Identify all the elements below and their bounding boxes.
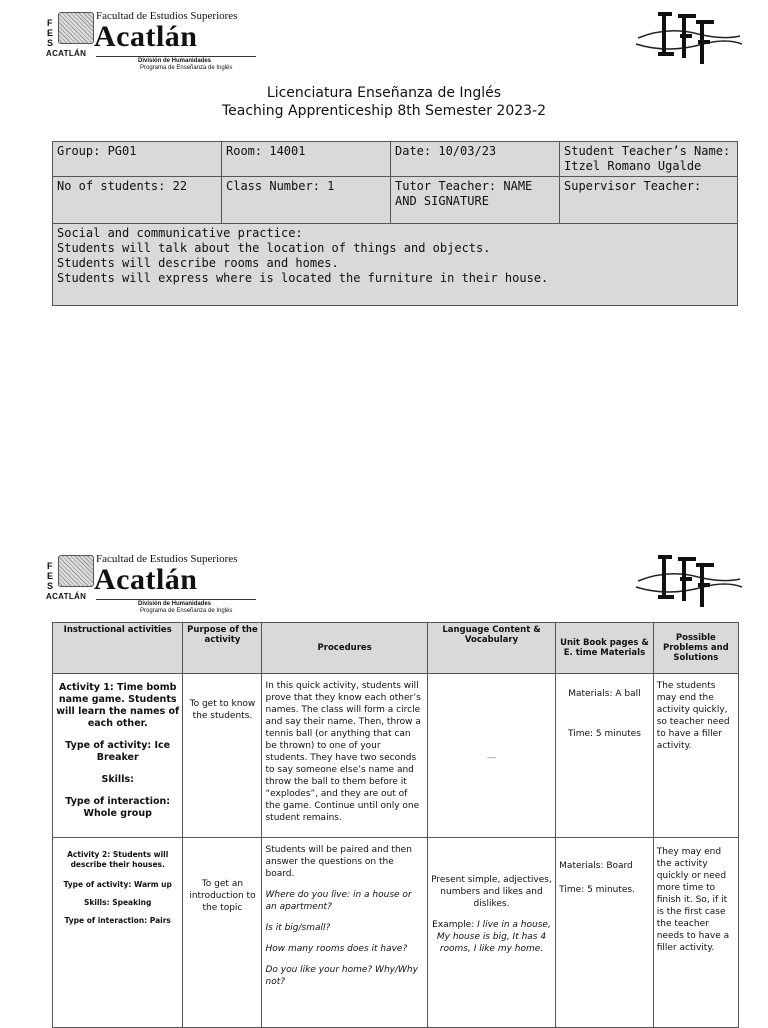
language-example [431,919,552,955]
group-cell: Group: PG01 [53,142,222,177]
activity-interaction: Type of interaction: Pairs [64,916,171,925]
language-text: Present simple, adjectives, numbers and likes and dislikes. [431,875,552,909]
language-cell [427,838,555,1028]
title-line-1: Licenciatura Enseñanza de Inglés [266,85,502,101]
table-header-row [53,623,739,674]
procedure-intro: Students will be paired and then answer the questions on the board. [265,845,412,879]
table-row [53,674,739,838]
procedure-cell [262,838,427,1028]
problems-cell: They may end the activity quickly or need more time to finish it. So, if it is the first case the teacher needs to have a filler activity. [653,838,738,1028]
header-problems: Possible Problems and Solutions [653,623,738,674]
purpose-cell: To get to know the students. [183,674,262,838]
question-3: How many rooms does it have? [265,944,408,954]
program-name: Programa de Enseñanza de Inglés [140,65,233,71]
seal-label: ACATLÁN [46,49,87,58]
page-header-2 [46,555,746,625]
materials-cell [556,838,654,1028]
activity-title: Activity 2: Students will describe their houses. [67,850,169,869]
supervisor-cell: Supervisor Teacher: [560,177,738,224]
tutor-cell: Tutor Teacher: NAME AND SIGNATURE [391,177,560,224]
activity-type: Type of activity: Ice Breaker [65,740,171,763]
header-instructional: Instructional activities [53,623,183,674]
activity-skills: Skills: [101,774,134,785]
lei-logo-icon [628,8,746,68]
materials-cell [556,674,654,838]
faculty-name: Acatlán [94,563,198,596]
question-1: Where do you live: in a house or an apartment? [265,890,412,912]
materials-text: Materials: Board [559,861,633,871]
activity-2-cell [53,838,183,1028]
room-cell: Room: 14001 [222,142,391,177]
student-teacher-cell: Student Teacher’s Name: Itzel Romano Ugalde [560,142,738,177]
program-name: Programa de Enseñanza de Inglés [140,608,233,614]
activity-skills: Skills: Speaking [84,898,152,907]
header-language: Language Content & Vocabulary [427,623,555,674]
question-2: Is it big/small? [265,923,331,933]
activity-1-cell [53,674,183,838]
fes-acatlan-logo [46,555,261,621]
header-procedures: Procedures [262,623,427,674]
division-name: División de Humanidades [138,601,212,607]
fes-letters: F E S [47,18,54,48]
fes-letters: F E S [47,561,54,591]
language-cell [427,674,555,838]
lei-logo-icon [628,551,746,611]
header-purpose: Purpose of the activity [183,623,262,674]
purpose-cell: To get an introduction to the topic [183,838,262,1028]
university-seal-icon [58,12,94,44]
empty-dash: — [486,753,496,763]
document-title [0,84,768,120]
time-text: Time: 5 minutes. [559,885,635,895]
header-unit: Unit Book pages & E. time Materials [556,623,654,674]
time-text: Time: 5 minutes [567,729,641,739]
faculty-name: Acatlán [94,20,198,53]
fes-acatlan-logo [46,12,261,78]
logo-divider [96,599,256,600]
example-text: I live in a house, My house is big, It has 4 rooms, I like my home. [436,920,551,954]
seal-label: ACATLÁN [46,592,87,601]
objective-line: Students will express where is located the furniture in their house. [57,271,549,285]
materials-text: Materials: A ball [568,689,641,699]
objective-line: Students will describe rooms and homes. [57,256,339,270]
faculty-line: Facultad de Estudios Superiores [96,10,238,22]
question-4: Do you like your home? Why/Why not? [265,965,418,987]
university-seal-icon [58,555,94,587]
class-number-cell: Class Number: 1 [222,177,391,224]
page-header [46,12,746,82]
procedure-cell: In this quick activity, students will prove that they know each other’s names. The class will form a circle and say their name. Then, throw a tennis ball (or anything that can be thrown) to one of your students. They have two seconds to say someone else’s name and throw the ball to them before it “explodes”, and they are out of the game. Continue until only one student remains. [262,674,427,838]
objectives-cell [53,224,738,306]
problems-cell: The students may end the activity quickly, so teacher need to have a filler activity. [653,674,738,838]
logo-divider [96,56,256,57]
date-cell: Date: 10/03/23 [391,142,560,177]
objective-line: Social and communicative practice: [57,226,303,240]
activity-title: Activity 1: Time bomb name game. Students will learn the names of each other. [56,682,180,729]
students-cell: No of students: 22 [53,177,222,224]
table-row [53,838,739,1028]
title-line-2: Teaching Apprenticeship 8th Semester 2023-2 [221,103,547,119]
info-table [52,141,738,306]
example-label: Example: [432,920,478,930]
objective-line: Students will talk about the location of things and objects. [57,241,491,255]
division-name: División de Humanidades [138,58,212,64]
activity-interaction: Type of interaction: Whole group [65,796,171,819]
lesson-plan-table [52,622,739,1028]
activity-type: Type of activity: Warm up [63,880,172,889]
faculty-line: Facultad de Estudios Superiores [96,553,238,565]
